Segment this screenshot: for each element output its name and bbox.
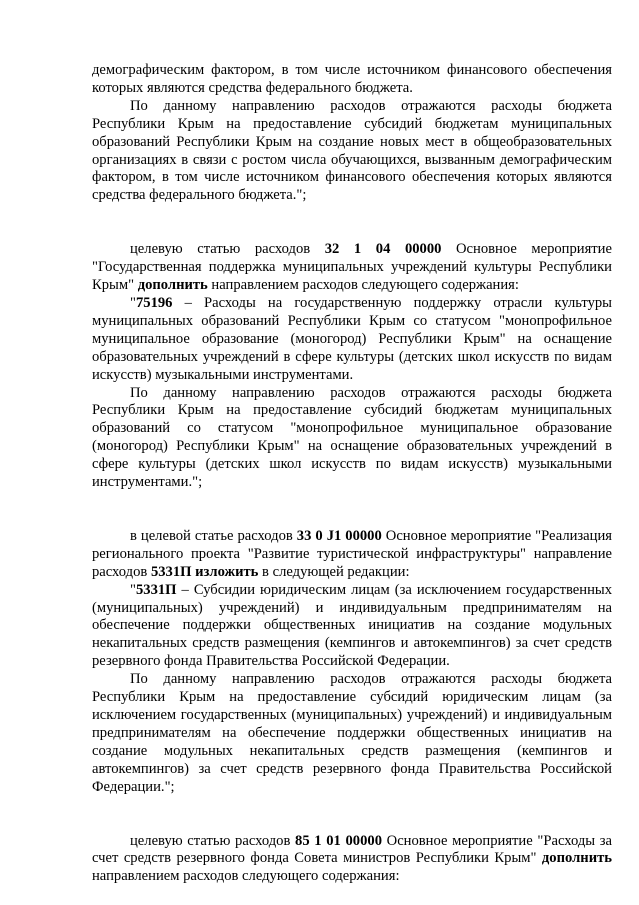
text-run: По данному направлению расходов отражаются расходы бюджета Республики Крым на предоставление субсидий юридическим лицам (за исключением государственных (муниципальных) учреждений) и индивидуальным предпринимателям на обеспечение поддержки общественных инициатив на создание модульных некапитальных средств размещения (кемпингов и автокемпингов) за счет средств резервного фонда Правительства Российской Федерации."; [92, 671, 612, 795]
paragraph-spacer [92, 797, 612, 833]
text-run: По данному направлению расходов отражаются расходы бюджета Республики Крым на предоставление субсидий бюджетам муниципальных образований со статусом "монопрофильное муниципальное образование (моногород) Республики Крым" на оснащение образовательных учреждений в сфере культуры (детских школ искусств по видам искусств) музыкальными инструментами."; [92, 384, 612, 491]
paragraph-spacer [92, 205, 612, 241]
paragraph [92, 241, 612, 295]
text-run: в целевой статье расходов [130, 527, 297, 544]
bold-text: дополнить [137, 277, 208, 294]
text-run: Основное мероприятие "Государственная поддержка муниципальных учреждений культуры Республики Крым" [92, 241, 612, 294]
text-run: направлением расходов следующего содержания: [207, 277, 519, 294]
paragraph [92, 833, 612, 887]
text-run: демографическим фактором, в том числе источником финансового обеспечения которых являются средства федерального бюджета. [92, 62, 612, 96]
text-run: Основное мероприятие "Реализация регионального проекта "Развитие туристической инфраструктуры" направление расходов [92, 527, 612, 580]
bold-text: 5331П [135, 581, 177, 598]
paragraph [92, 528, 612, 582]
text-run: По данному направлению расходов отражаются расходы бюджета Республики Крым на предоставление субсидий бюджетам муниципальных образований Республики Крым на создание новых мест в общеобразовательных организациях в связи с ростом числа обучающихся, вызванным демографическим фактором, в том числе источником финансового обеспечения которых являются средства федерального бюджета."; [92, 97, 612, 204]
text-run: " [130, 581, 136, 598]
bold-text: 75196 [135, 294, 173, 311]
bold-text: 33 0 J1 00000 [296, 527, 382, 544]
text-run: направлением расходов следующего содержания: [92, 868, 400, 885]
text-run: целевую статью расходов [130, 241, 325, 258]
bold-text: 32 1 04 00000 [324, 241, 442, 258]
paragraph-spacer [92, 492, 612, 528]
paragraph [92, 385, 612, 492]
text-run: целевую статью расходов [130, 832, 296, 849]
bold-text: дополнить [541, 850, 612, 867]
text-run: – Субсидии юридическим лицам (за исключением государственных (муниципальных) учреждений) и индивидуальным предпринимателям на обеспечение поддержки общественных инициатив на создание модульных некапитальных средств размещения (кемпингов и автокемпингов) за счет средств резервного фонда Правительства Российской Федерации. [92, 581, 612, 670]
text-run: " [130, 294, 136, 311]
paragraph [92, 62, 612, 98]
text-run: – Расходы на государственную поддержку отрасли культуры муниципальных образований Республики Крым со статусом "монопрофильное муниципальное образование (моногород) Республики Крым" на оснащение образовательных учреждений в сфере культуры (детских школ искусств по видам искусств) музыкальными инструментами. [92, 294, 612, 383]
text-run: в следующей редакции: [258, 563, 410, 580]
bold-text: 5331П изложить [150, 563, 259, 580]
bold-text: 85 1 01 00000 [295, 832, 382, 849]
paragraph [92, 98, 612, 205]
paragraph [92, 295, 612, 385]
paragraph [92, 671, 612, 796]
document-body [92, 62, 612, 886]
text-run: Основное мероприятие "Расходы за счет средств резервного фонда Совета министров Республики Крым" [92, 832, 612, 867]
paragraph [92, 582, 612, 672]
